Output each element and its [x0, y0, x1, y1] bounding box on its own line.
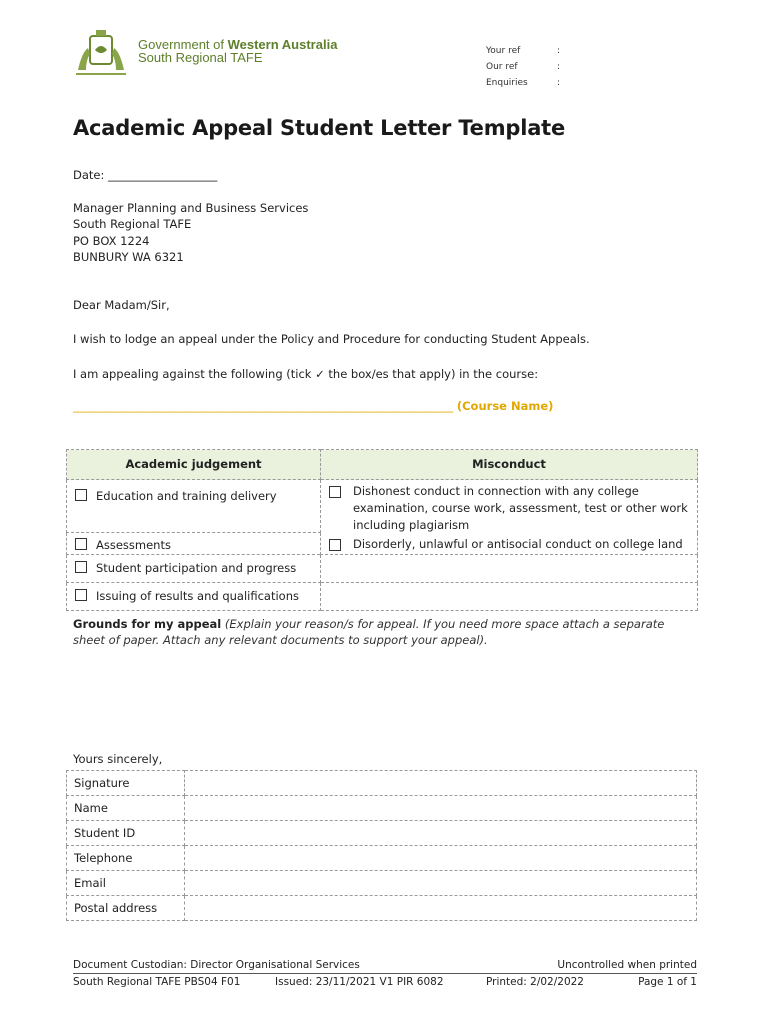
option-label: Disorderly, unlawful or antisocial conduct on college land — [353, 537, 683, 551]
field-label: Email — [67, 871, 185, 896]
salutation: Dear Madam/Sir, — [73, 298, 170, 312]
empty-cell — [321, 583, 698, 611]
checkbox[interactable] — [75, 489, 87, 501]
footer-divider — [73, 973, 697, 974]
academic-judgement-header: Academic judgement — [67, 450, 321, 480]
empty-cell — [321, 555, 698, 583]
field-label: Signature — [67, 771, 185, 796]
grounds-instructions: (Explain your reason/s for appeal. If you need more space attach a separate sheet of paper. Attach any relevant documents to support your appeal). — [73, 617, 665, 647]
ref-label-our-ref: Our ref — [486, 62, 518, 72]
academic-option-cell — [67, 555, 321, 583]
wa-crest-logo — [70, 30, 132, 78]
field-label: Postal address — [67, 896, 185, 921]
checkbox[interactable] — [75, 538, 87, 550]
checkbox[interactable] — [329, 486, 341, 498]
checkbox[interactable] — [75, 589, 87, 601]
footer-issued: Issued: 23/11/2021 V1 PIR 6082 — [275, 976, 444, 988]
org-name-line1: Government of Western Australia — [138, 37, 338, 52]
option-label: Education and training delivery — [96, 489, 277, 503]
course-name-label: (Course Name) — [452, 399, 554, 413]
page-title: Academic Appeal Student Letter Template — [73, 116, 566, 140]
appeal-instructions: I am appealing against the following (tick ✓ the box/es that apply) in the course: — [73, 367, 539, 381]
ref-colon: : — [557, 78, 561, 88]
address-line: South Regional TAFE — [73, 217, 192, 231]
ref-label-enquiries: Enquiries — [486, 78, 528, 88]
telephone-input[interactable] — [185, 846, 697, 871]
org-name-line2: South Regional TAFE — [138, 50, 263, 65]
checkbox[interactable] — [75, 561, 87, 573]
ref-label-your-ref: Your ref — [486, 46, 521, 56]
ref-colon: : — [557, 46, 561, 56]
date-line: Date: ___________________ — [73, 168, 218, 182]
name-input[interactable] — [185, 796, 697, 821]
footer-doc-ref: South Regional TAFE PBS04 F01 — [73, 976, 241, 988]
address-line: BUNBURY WA 6321 — [73, 250, 184, 264]
field-label: Telephone — [67, 846, 185, 871]
student-id-input[interactable] — [185, 821, 697, 846]
address-line: Manager Planning and Business Services — [73, 201, 309, 215]
academic-option-cell — [67, 583, 321, 611]
signature-input[interactable] — [185, 771, 697, 796]
signature-details-table — [66, 770, 697, 921]
academic-option-cell — [67, 533, 321, 555]
option-label: Issuing of results and qualifications — [96, 589, 299, 603]
misconduct-option — [329, 536, 691, 553]
address-line: PO BOX 1224 — [73, 234, 150, 248]
misconduct-header: Misconduct — [321, 450, 698, 480]
appeal-grounds-table — [66, 449, 698, 611]
closing: Yours sincerely, — [73, 752, 163, 766]
footer-uncontrolled: Uncontrolled when printed — [557, 959, 697, 971]
field-label: Name — [67, 796, 185, 821]
misconduct-option — [329, 483, 691, 536]
postal-address-input[interactable] — [185, 896, 697, 921]
option-label: Student participation and progress — [96, 561, 297, 575]
ref-colon: : — [557, 62, 561, 72]
option-label: Dishonest conduct in connection with any college examination, course work, assessment, test or other work including plagiarism — [353, 484, 688, 532]
appeal-intro: I wish to lodge an appeal under the Policy and Procedure for conducting Student Appeals. — [73, 332, 590, 346]
footer-printed: Printed: 2/02/2022 — [486, 976, 584, 988]
checkbox[interactable] — [329, 539, 341, 551]
grounds-for-appeal — [73, 616, 699, 648]
footer-page-number: Page 1 of 1 — [638, 976, 697, 988]
field-label: Student ID — [67, 821, 185, 846]
academic-option-cell — [67, 480, 321, 533]
footer-custodian: Document Custodian: Director Organisational Services — [73, 959, 360, 971]
misconduct-option-cell — [321, 480, 698, 555]
email-input[interactable] — [185, 871, 697, 896]
option-label: Assessments — [96, 538, 171, 552]
grounds-label: Grounds for my appeal — [73, 617, 222, 631]
course-name-field[interactable] — [73, 399, 553, 413]
course-name-blank: _______________________________________________________________________ — [73, 399, 453, 413]
